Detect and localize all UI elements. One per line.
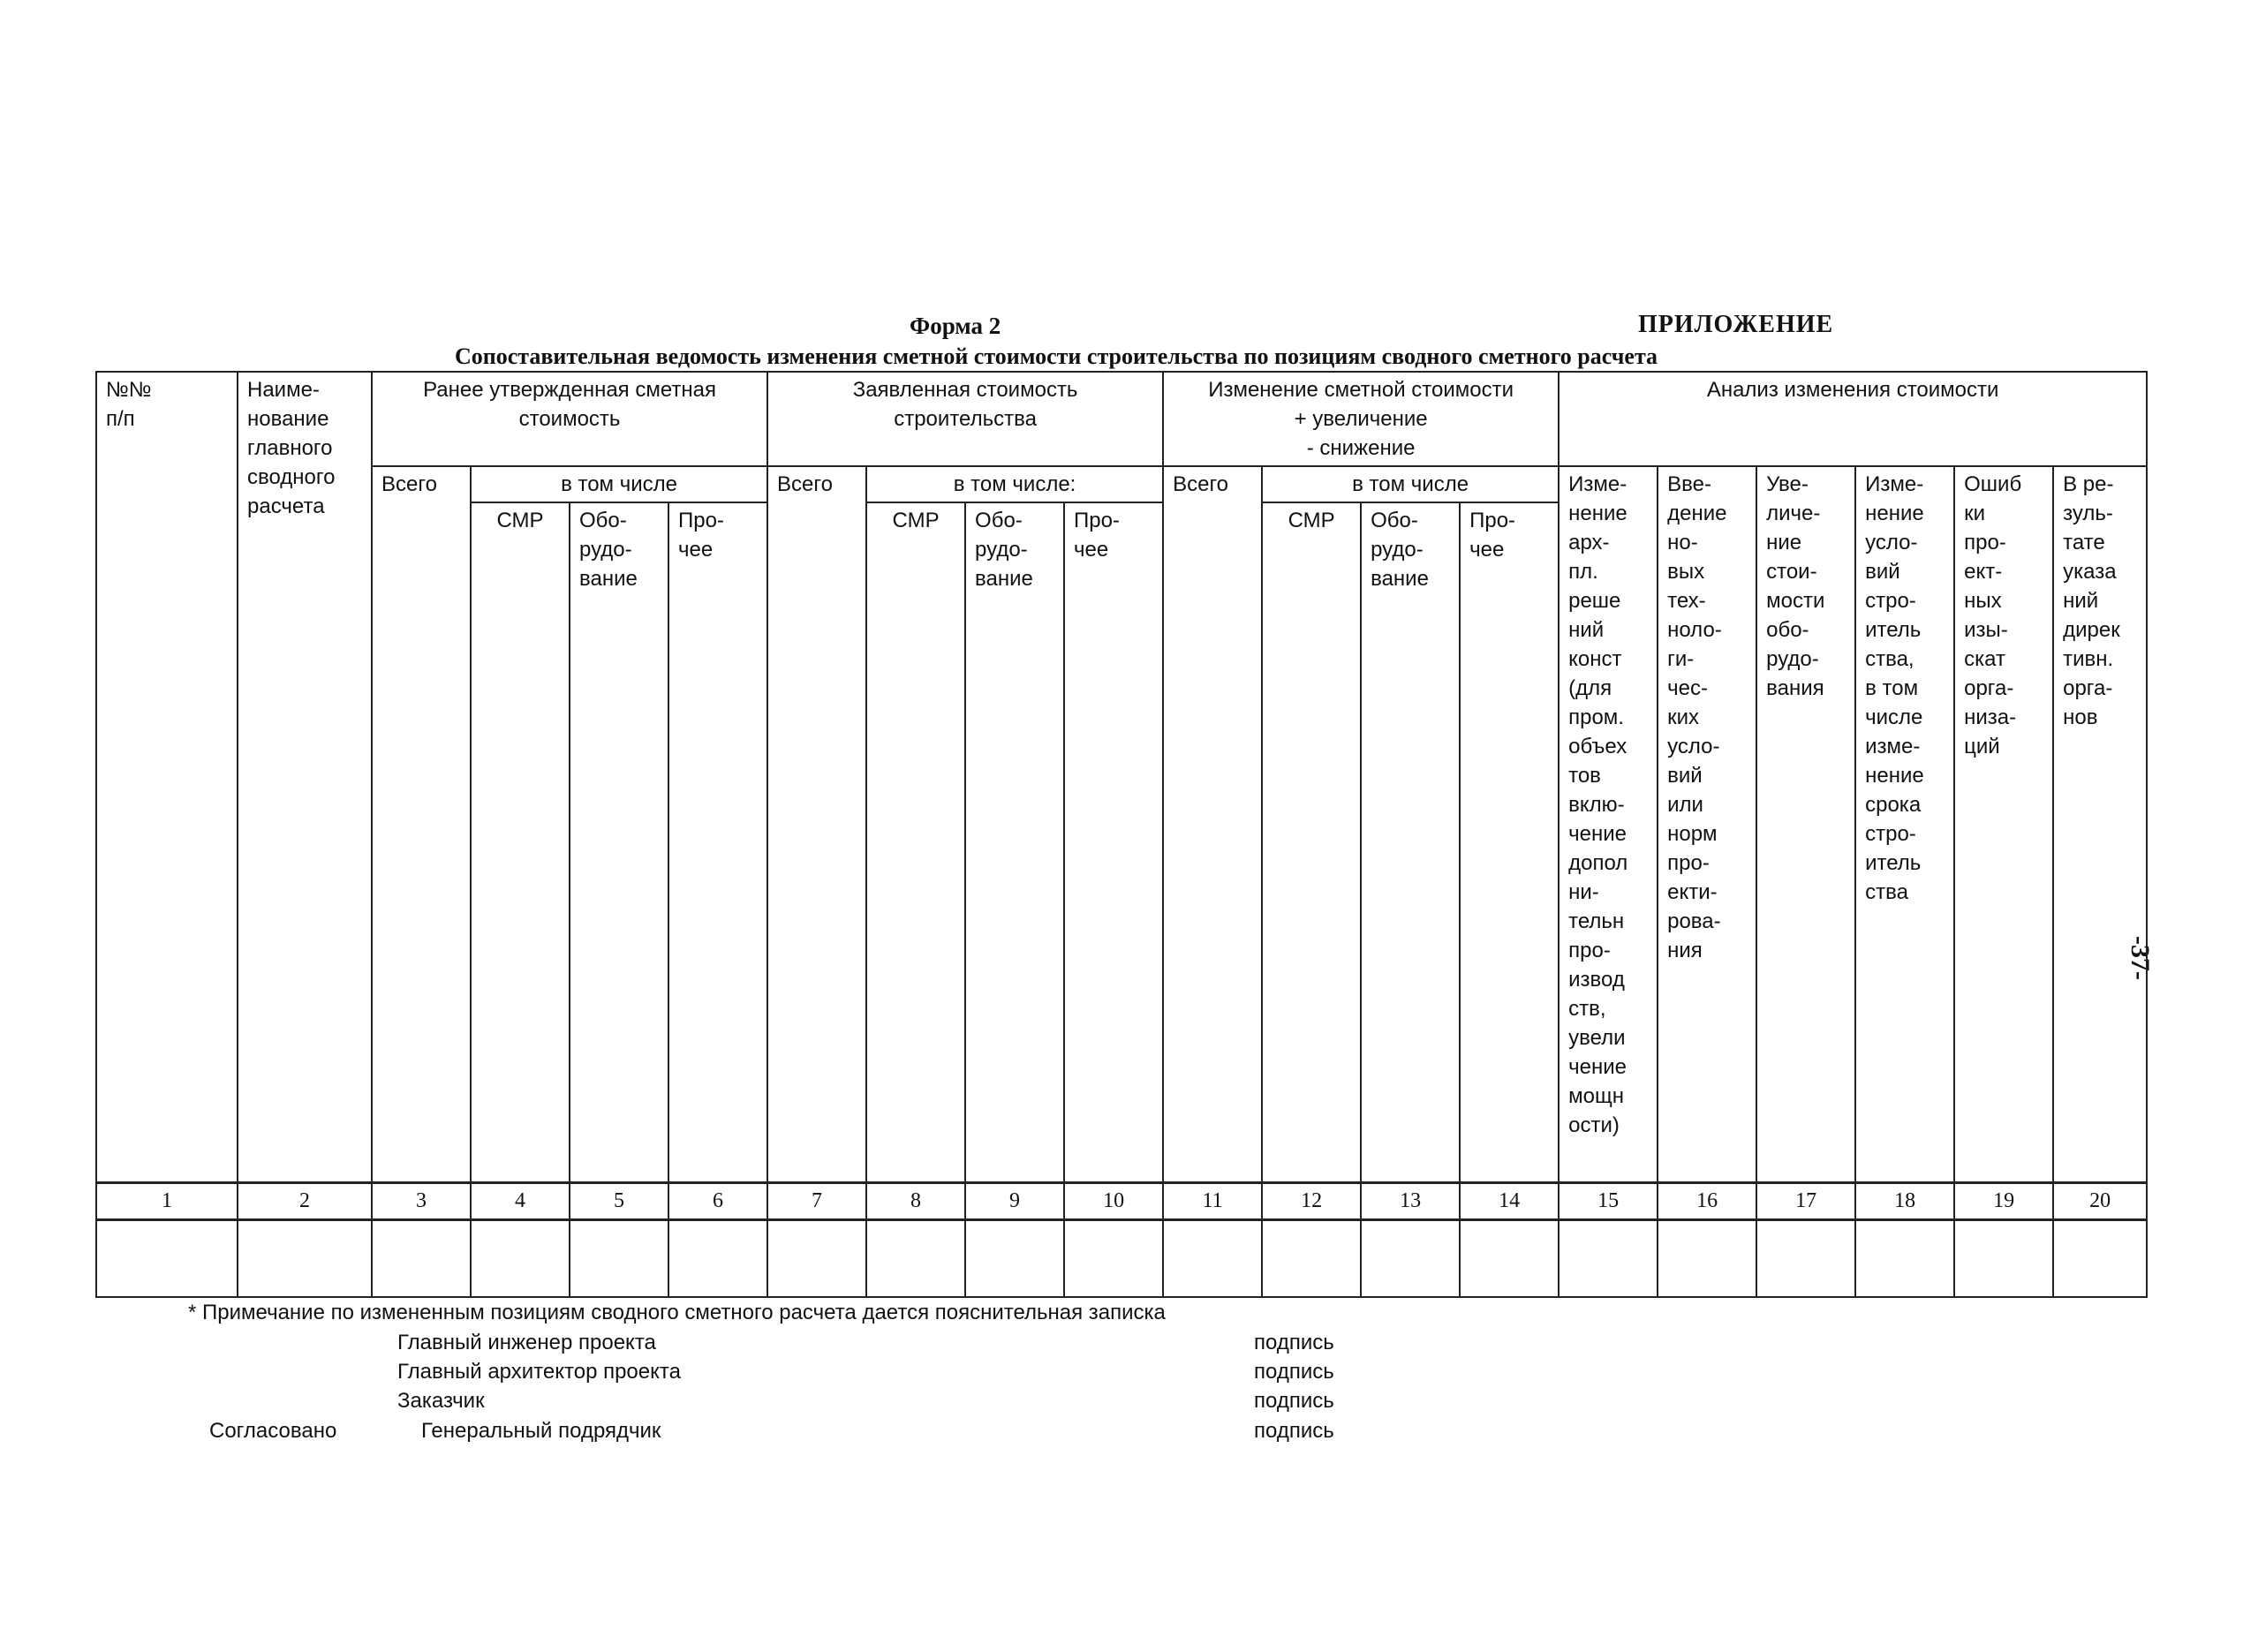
table-cell: [1855, 1219, 1954, 1297]
col-header-smr: СМР: [471, 502, 570, 1182]
signature-placeholder: подпись: [1254, 1331, 1334, 1354]
table-cell: [1658, 1219, 1756, 1297]
column-number: 2: [238, 1182, 372, 1219]
col-header-other: Про- чее: [1460, 502, 1559, 1182]
column-number: 19: [1954, 1182, 2053, 1219]
table-cell: [767, 1219, 866, 1297]
table-cell: [471, 1219, 570, 1297]
table-cell: [1954, 1219, 2053, 1297]
column-number: 17: [1756, 1182, 1855, 1219]
comparison-table: [95, 371, 2148, 1298]
empty-data-row: [96, 1219, 2147, 1297]
col-header-analysis-1: Изме- нение арх- пл. реше ний конст (для пром. объех тов вклю- чение допол ни- тельн про- извод ств, увели чение мощн ости): [1559, 466, 1658, 1182]
column-number: 5: [570, 1182, 668, 1219]
col-header-other: Про- чее: [668, 502, 767, 1182]
column-number: 16: [1658, 1182, 1756, 1219]
subgroup-header-including: в том числе: [1262, 466, 1559, 502]
col-header-equipment: Обо- рудо- вание: [570, 502, 668, 1182]
column-number: 9: [965, 1182, 1064, 1219]
table-cell: [570, 1219, 668, 1297]
col-header-total: Всего: [372, 466, 471, 1182]
page-number: -37-: [2126, 936, 2155, 980]
column-number: 13: [1361, 1182, 1460, 1219]
table-cell: [1262, 1219, 1361, 1297]
column-number: 15: [1559, 1182, 1658, 1219]
column-number: 3: [372, 1182, 471, 1219]
col-header-other: Про- чее: [1064, 502, 1163, 1182]
table-cell: [1460, 1219, 1559, 1297]
table-cell: [1756, 1219, 1855, 1297]
table-cell: [668, 1219, 767, 1297]
table-cell: [965, 1219, 1064, 1297]
col-header-total: Всего: [1163, 466, 1262, 1182]
table-cell: [1559, 1219, 1658, 1297]
column-number: 18: [1855, 1182, 1954, 1219]
table-cell: [1064, 1219, 1163, 1297]
column-number: 11: [1163, 1182, 1262, 1219]
table-cell: [238, 1219, 372, 1297]
column-number: 14: [1460, 1182, 1559, 1219]
signatory-role: Главный архитектор проекта: [397, 1360, 681, 1384]
column-number-row: [96, 1182, 2147, 1219]
signatory-role: Заказчик: [397, 1389, 485, 1413]
col-header-smr: СМР: [1262, 502, 1361, 1182]
signatory-role: Главный инженер проекта: [397, 1331, 656, 1354]
table-cell: [866, 1219, 965, 1297]
group-header-change: Изменение сметной стоимости + увеличение - снижение: [1163, 372, 1559, 466]
column-number: 10: [1064, 1182, 1163, 1219]
col-header-total: Всего: [767, 466, 866, 1182]
header-row-groups: [96, 372, 2147, 466]
form-label: Форма 2: [910, 313, 1001, 339]
col-header-analysis-6: В ре- зуль- тате указа ний дирек тивн. орга- нов: [2053, 466, 2147, 1182]
subgroup-header-including: в том числе: [471, 466, 767, 502]
document-title: Сопоставительная ведомость изменения сметной стоимости строительства по позициям сводного сметного расчета: [455, 343, 1658, 369]
table-cell: [372, 1219, 471, 1297]
column-number: 4: [471, 1182, 570, 1219]
agreed-label: Согласовано: [209, 1419, 337, 1443]
column-number: 7: [767, 1182, 866, 1219]
column-number: 12: [1262, 1182, 1361, 1219]
column-number: 8: [866, 1182, 965, 1219]
col-header-smr: СМР: [866, 502, 965, 1182]
table-cell: [1361, 1219, 1460, 1297]
signature-placeholder: подпись: [1254, 1389, 1334, 1413]
signatory-role: Генеральный подрядчик: [421, 1419, 661, 1443]
group-header-prev-approved: Ранее утвержденная сметная стоимость: [372, 372, 767, 466]
table-cell: [96, 1219, 238, 1297]
col-header-name: Наиме- нование главного сводного расчета: [238, 372, 372, 1182]
table-cell: [1163, 1219, 1262, 1297]
table-cell: [2053, 1219, 2147, 1297]
col-header-analysis-2: Вве- дение но- вых тех- ноло- ги- чес- ких усло- вий или норм про- екти- рова- ния: [1658, 466, 1756, 1182]
col-header-number: №№ п/п: [96, 372, 238, 1182]
subgroup-header-including: в том числе:: [866, 466, 1163, 502]
column-number: 1: [96, 1182, 238, 1219]
col-header-analysis-4: Изме- нение усло- вий стро- итель ства, в том числе изме- нение срока стро- итель ства: [1855, 466, 1954, 1182]
footnote: * Примечание по измененным позициям сводного сметного расчета дается пояснительная записка: [188, 1301, 1166, 1324]
group-header-analysis: Анализ изменения стоимости: [1559, 372, 2147, 466]
column-number: 6: [668, 1182, 767, 1219]
col-header-analysis-3: Уве- личе- ние стои- мости обо- рудо- вания: [1756, 466, 1855, 1182]
signature-placeholder: подпись: [1254, 1360, 1334, 1384]
column-number: 20: [2053, 1182, 2147, 1219]
signature-placeholder: подпись: [1254, 1419, 1334, 1443]
col-header-equipment: Обо- рудо- вание: [965, 502, 1064, 1182]
col-header-analysis-5: Ошиб ки про- ект- ных изы- скат орга- низа- ций: [1954, 466, 2053, 1182]
group-header-declared: Заявленная стоимость строительства: [767, 372, 1163, 466]
appendix-label: ПРИЛОЖЕНИЕ: [1638, 311, 1834, 338]
col-header-equipment: Обо- рудо- вание: [1361, 502, 1460, 1182]
header-row-sub: [96, 466, 2147, 502]
